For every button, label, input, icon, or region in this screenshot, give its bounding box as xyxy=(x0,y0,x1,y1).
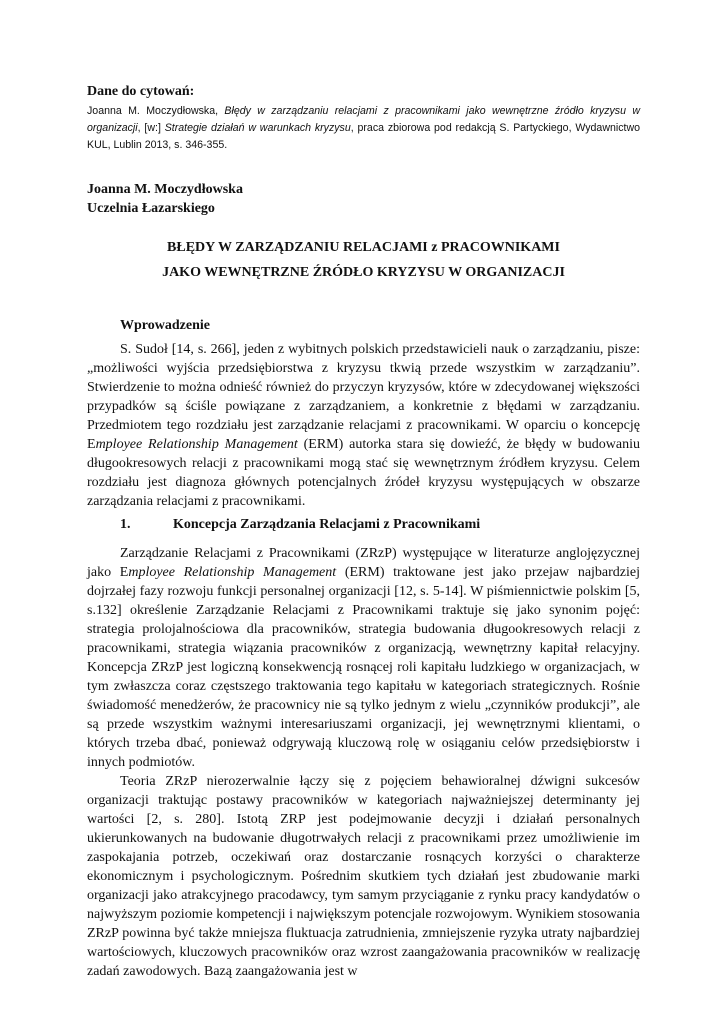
author-name: Joanna M. Moczydłowska xyxy=(87,182,243,197)
chapter-title-line-2: JAKO WEWNĘTRZNE ŹRÓDŁO KRYZYSU W ORGANIZACJI xyxy=(162,265,565,280)
citation-text xyxy=(87,103,640,154)
citation-heading: Dane do cytowań: xyxy=(87,84,195,99)
intro-text-em: mployee Relationship Management xyxy=(95,437,298,452)
author-block xyxy=(87,180,243,218)
intro-paragraph xyxy=(87,340,640,511)
citation-block xyxy=(87,84,640,154)
citation-book: Strategie działań w warunkach kryzysu xyxy=(164,122,351,134)
section-1-body xyxy=(87,544,640,981)
chapter-title xyxy=(87,235,640,285)
section-1-text-a: Zarządzanie Relacjami z Pracownikami (ZRzP) występujące w literaturze anglojęzycznej jako E xyxy=(87,546,640,580)
author-affiliation: Uczelnia Łazarskiego xyxy=(87,201,215,216)
section-1-heading xyxy=(120,517,640,533)
intro-section xyxy=(87,340,640,511)
intro-text-b: (ERM) autorka stara się dowieźć, że błędy w budowaniu długookresowych relacji z pracownikami mogą stać się wewnętrznym źródłem kryzysu. Celem rozdziału jest diagnoza głównych potencjalnych źródeł kryzysu występujących w obszarze zarządzania relacjami z pracownikami. xyxy=(87,437,640,509)
citation-title: Błędy w zarządzaniu relacjami z pracownikami jako wewnętrzne źródło kryzysu w organizacji xyxy=(87,105,640,134)
citation-in: , [w:] xyxy=(137,122,165,134)
citation-author: Joanna M. Moczydłowska, xyxy=(87,105,225,117)
section-1-title: Koncepcja Zarządzania Relacjami z Pracownikami xyxy=(173,517,481,532)
citation-rest: , praca zbiorowa pod redakcją S. Partyckiego, Wydawnictwo KUL, Lublin 2013, s. 346-355. xyxy=(87,122,640,151)
section-1-number: 1. xyxy=(120,517,131,532)
section-1-text-em: mployee Relationship Management xyxy=(128,565,337,580)
chapter-title-line-1: BŁĘDY W ZARZĄDZANIU RELACJAMI z PRACOWNIKAMI xyxy=(167,240,560,255)
section-1-paragraph-1 xyxy=(87,544,640,772)
section-1-paragraph-2: Teoria ZRzP nierozerwalnie łączy się z pojęciem behawioralnej dźwigni sukcesów organizacji traktując postawy pracowników w kategoriach najważniejszej determinanty jej wartości [2, s. 280]. Istotą ZRP jest podejmowanie decyzji i działań personalnych ukierunkowanych na budowanie długotrwałych relacji z pracownikami przez umożliwienie im zaspokajania potrzeb, oczekiwań oraz dostarczanie rosnących korzyści o charakterze ekonomicznym i psychologicznym. Pośrednim skutkiem tych działań jest zbudowanie marki organizacji jako atrakcyjnego pracodawcy, tym samym przyciąganie z rynku pracy kandydatów o najwyższym poziomie kompetencji i największym potencjale rozwojowym. Wynikiem stosowania ZRzP powinna być także mniejsza fluktuacja zatrudnienia, zmniejszenie ryzyka utraty najbardziej wartościowych, kluczowych pracowników oraz wzrost zaangażowania pracowników w realizację zadań zawodowych. Bazą zaangażowania jest w xyxy=(87,774,640,979)
section-1-text-b: (ERM) traktowane jest jako przejaw najbardziej dojrzałej fazy rozwoju funkcji personalnej organizacji [12, s. 5-14]. W piśmiennictwie polskim [5, s.132] określenie Zarządzanie Relacjami z Pracownikami traktuje się jako synonim pojęć: strategia prolojalnościowa dla pracowników, strategia budowania długookresowych relacji z pracownikami, strategia wiązania pracowników z organizacją, wewnętrzny kapitał relacyjny. Koncepcja ZRzP jest logiczną konsekwencją rosnącej roli kapitału ludzkiego w organizacjach, w tym zwłaszcza coraz częstszego traktowania tego kapitału w kategoriach strategicznych. Rośnie świadomość menedżerów, że pracownicy nie są tylko jednym z wielu „czynników produkcji”, ale są przede wszystkim ważnymi interesariuszami organizacji, jej wewnętrznymi klientami, o których trzeba dbać, ponieważ odgrywają kluczową rolę w osiąganiu celów przedsiębiorstw i innych podmiotów. xyxy=(87,565,641,770)
intro-text-a: S. Sudoł [14, s. 266], jeden z wybitnych polskich przedstawicieli nauk o zarządzaniu, pisze: „możliwości wyjścia przedsiębiorstwa z kryzysu tkwią przede wszystkim w zarządzaniu”. Stwierdzenie to można odnieść również do przyczyn kryzysów, które w zdecydowanej większości przypadków są ściśle powiązane z zarządzaniem, a konkretnie z błędami w zarządzaniu. Przedmiotem tego rozdziału jest zarządzanie relacjami z pracownikami. W oparciu o koncepcję E xyxy=(87,342,640,452)
intro-heading: Wprowadzenie xyxy=(120,318,210,333)
